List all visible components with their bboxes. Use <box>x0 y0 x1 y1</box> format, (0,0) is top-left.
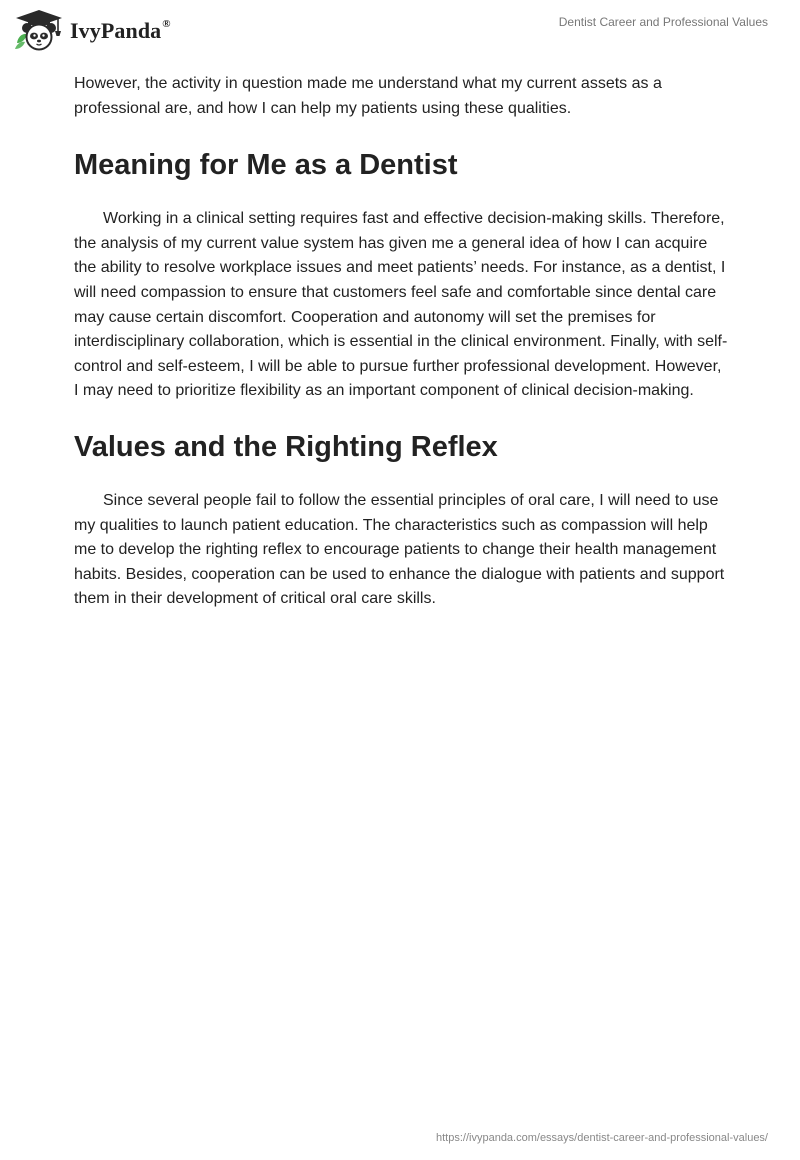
registered-mark: ® <box>162 17 171 30</box>
page-header <box>0 0 800 66</box>
section-heading-meaning: Meaning for Me as a Dentist <box>74 149 458 182</box>
section-paragraph-meaning: Working in a clinical setting requires fast and effective decision-making skills. Therefore, the analysis of my current value system has given me a general idea of how I can acquire the ability to resolve workplace issues and meet patients’ needs. For instance, as a dentist, I will need compassion to ensure that customers feel safe and comfortable since dental care may cause certain discomfort. Cooperation and autonomy will set the premises for interdisciplinary collaboration, which is essential in the clinical environment. Finally, with self-control and self-esteem, I will be able to pursue further professional development. However, I may need to prioritize flexibility as an important component of clinical decision-making. <box>74 210 728 400</box>
essay-content <box>74 72 728 612</box>
section-paragraph-values: Since several people fail to follow the essential principles of oral care, I will need to use my qualities to launch patient education. The characteristics such as compassion will help me to develop the righting reflex to encourage patients to change their health management habits. Besides, cooperation can be used to enhance the dialogue with patients and support them in their development of critical oral care skills. <box>74 491 725 608</box>
section-heading-values: Values and the Righting Reflex <box>74 430 498 463</box>
footer-url-link[interactable]: https://ivypanda.com/essays/dentist-career-and-professional-values/ <box>436 1132 768 1144</box>
logo-text: IvyPanda® <box>70 17 171 43</box>
panda-graduate-icon <box>14 9 64 51</box>
running-title: Dentist Career and Professional Values <box>558 15 768 29</box>
intro-paragraph: However, the activity in question made me understand what my current assets as a professional are, and how I can help my patients using these qualities. <box>74 75 662 117</box>
logo[interactable] <box>14 9 171 51</box>
